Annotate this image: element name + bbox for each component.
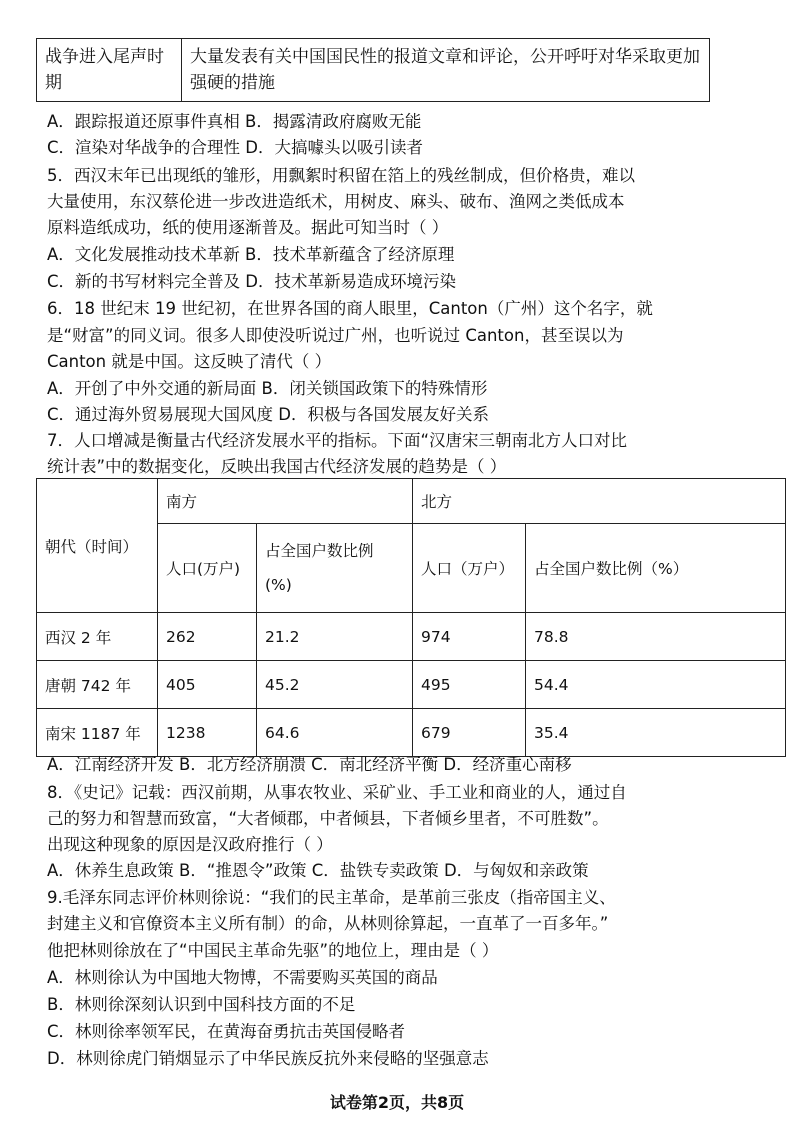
north-ratio-cell: 35.4 (526, 709, 786, 757)
table-row (37, 39, 710, 102)
q8-stem-line1: 8．《史记》记载：西汉前期，从事农牧业、采矿业、手工业和商业的人，通过自 (47, 783, 627, 802)
dynasty-cell: 南宋 1187 年 (37, 709, 158, 757)
q5-stem-line3: 原料造纸成功，纸的使用逐渐普及。据此可知当时（ ） (47, 218, 449, 237)
q5-stem-line1: 5．西汉末年已出现纸的雏形，用飘絮时积留在箔上的残丝制成，但价格贵，难以 (47, 166, 635, 185)
table-row (37, 709, 786, 757)
q6-options-cd: C．通过海外贸易展现大国风度 D．积极与各国发展友好关系 (47, 405, 489, 424)
q6-stem-line2: 是“财富”的同义词。很多人即使没听说过广州，也听说过 Canton，甚至误以为 (47, 326, 624, 345)
table-row (37, 613, 786, 661)
page-footer: 试卷第2页，共8页 (329, 1093, 465, 1112)
population-table (36, 478, 786, 757)
dynasty-cell: 西汉 2 年 (37, 613, 158, 661)
q9-option-a: A．林则徐认为中国地大物博，不需要购买英国的商品 (47, 968, 438, 987)
south-ratio-header (257, 524, 413, 613)
q9-option-d: D．林则徐虎门销烟显示了中华民族反抗外来侵略的坚强意志 (47, 1049, 489, 1068)
south-ratio-cell: 21.2 (257, 613, 413, 661)
north-pop-cell: 679 (413, 709, 526, 757)
q9-stem-line2: 封建主义和官僚资本主义所有制）的命，从林则徐算起，一直革了一百多年。” (47, 914, 609, 933)
south-pop-header: 人口(万户) (158, 524, 257, 613)
south-pop-cell: 262 (158, 613, 257, 661)
q5-options-cd: C．新的书写材料完全普及 D．技术革新易造成环境污染 (47, 272, 456, 291)
north-ratio-cell: 78.8 (526, 613, 786, 661)
q9-option-c: C．林则徐率领军民，在黄海奋勇抗击英国侵略者 (47, 1022, 406, 1041)
south-ratio-cell: 64.6 (257, 709, 413, 757)
q6-stem-line3: Canton 就是中国。这反映了清代（ ） (47, 352, 332, 371)
q9-stem-line1: 9.毛泽东同志评价林则徐说：“我们的民主革命，是革前三张皮（指帝国主义、 (47, 888, 616, 907)
media-stance-table (36, 38, 710, 102)
south-pop-cell: 1238 (158, 709, 257, 757)
q7-stem-line2: 统计表”中的数据变化，反映出我国古代经济发展的趋势是（ ） (47, 457, 507, 476)
ratio-header-line2: (%) (265, 576, 292, 594)
q7-stem-line1: 7．人口增减是衡量古代经济发展水平的指标。下面“汉唐宋三朝南北方人口对比 (47, 431, 628, 450)
description-cell: 大量发表有关中国国民性的报道文章和评论，公开呼吁对华采取更加强硬的措施 (182, 39, 710, 102)
north-ratio-header: 占全国户数比例（%） (526, 524, 786, 613)
south-pop-cell: 405 (158, 661, 257, 709)
stage-cell: 战争进入尾声时期 (37, 39, 182, 102)
north-pop-header: 人口（万户） (413, 524, 526, 613)
q8-options: A．休养生息政策 B．“推恩令”政策 C．盐铁专卖政策 D．与匈奴和亲政策 (47, 861, 589, 880)
dynasty-cell: 唐朝 742 年 (37, 661, 158, 709)
q4-options-ab: A．跟踪报道还原事件真相 B．揭露清政府腐败无能 (47, 112, 422, 131)
q6-options-ab: A．开创了中外交通的新局面 B．闭关锁国政策下的特殊情形 (47, 379, 488, 398)
q6-stem-line1: 6．18 世纪末 19 世纪初，在世界各国的商人眼里，Canton（广州）这个名字，就 (47, 299, 653, 318)
dynasty-header: 朝代（时间） (37, 479, 158, 613)
north-header: 北方 (413, 479, 786, 524)
q5-stem-line2: 大量使用，东汉蔡伦进一步改进造纸术，用树皮、麻头、破布、渔网之类低成本 (47, 192, 625, 211)
north-ratio-cell: 54.4 (526, 661, 786, 709)
q9-option-b: B．林则徐深刻认识到中国科技方面的不足 (47, 995, 356, 1014)
north-pop-cell: 495 (413, 661, 526, 709)
q7-options: A．江南经济开发 B．北方经济崩溃 C．南北经济平衡 D．经济重心南移 (47, 755, 572, 774)
north-pop-cell: 974 (413, 613, 526, 661)
q9-stem-line3: 他把林则徐放在了“中国民主革命先驱”的地位上，理由是（ ） (47, 941, 499, 960)
ratio-header-line1: 占全国户数比例 (265, 542, 374, 560)
q8-stem-line2: 己的努力和智慧而致富，“大者倾郡，中者倾县，下者倾乡里者，不可胜数”。 (47, 809, 609, 828)
south-ratio-cell: 45.2 (257, 661, 413, 709)
q8-stem-line3: 出现这种现象的原因是汉政府推行（ ） (47, 835, 333, 854)
q4-options-cd: C．渲染对华战争的合理性 D．大搞噱头以吸引读者 (47, 138, 423, 157)
table-header-row (37, 479, 786, 524)
table-row (37, 661, 786, 709)
south-header: 南方 (158, 479, 413, 524)
q5-options-ab: A．文化发展推动技术革新 B．技术革新蕴含了经济原理 (47, 245, 455, 264)
